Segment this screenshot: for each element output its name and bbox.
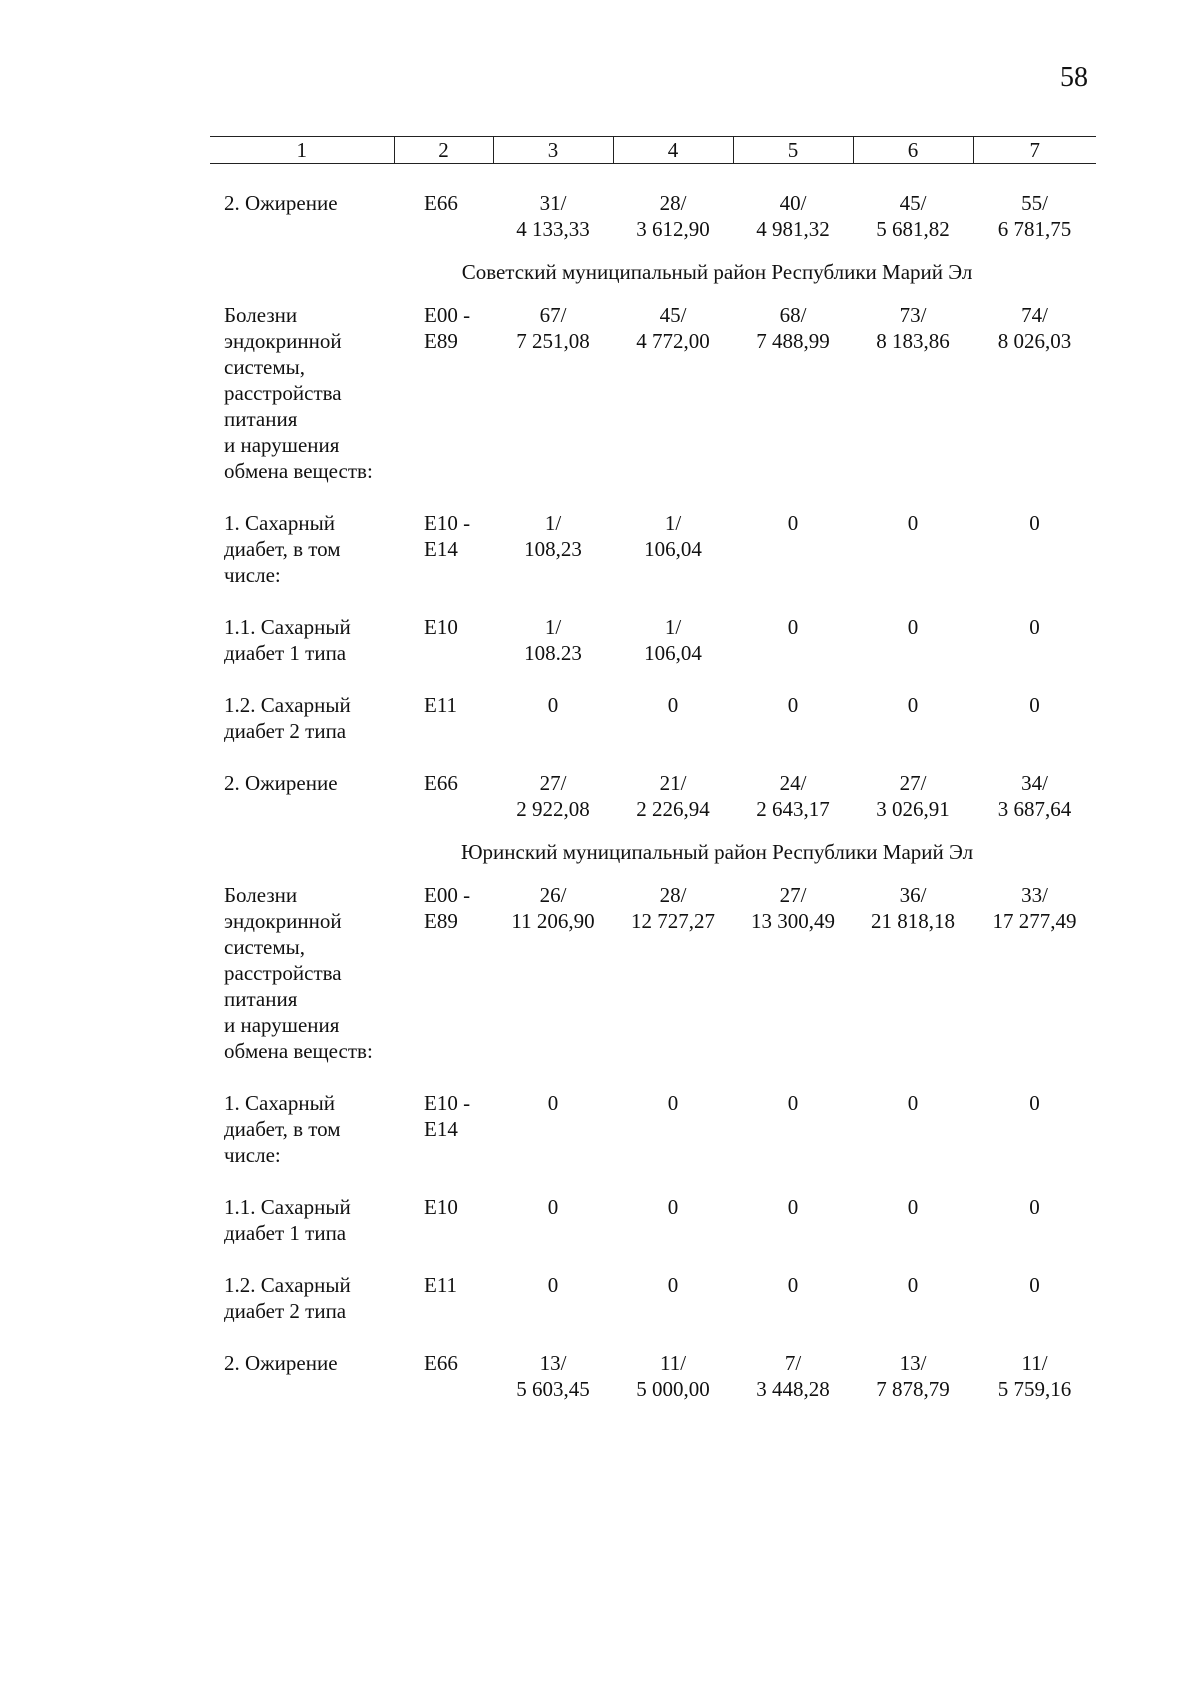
disease-name-cell (210, 302, 394, 484)
page-number: 58 (1060, 62, 1088, 93)
case-count: 11/ (659, 1351, 687, 1375)
rate-value: 2 643,17 (756, 797, 830, 821)
case-count: 27/ (539, 771, 567, 795)
table-row (210, 882, 1096, 1064)
value-cell (973, 770, 1096, 822)
icd-code-cell (394, 1272, 493, 1324)
case-count: 0 (787, 511, 799, 535)
rate-value: 6 781,75 (997, 217, 1072, 241)
case-count: 0 (907, 615, 919, 639)
case-count: 45/ (899, 191, 927, 215)
icd-code-cell (394, 614, 493, 666)
value-cell (493, 190, 613, 242)
case-count: 13/ (539, 1351, 567, 1375)
case-count: 36/ (899, 883, 927, 907)
case-count: 13/ (899, 1351, 927, 1375)
disease-name-line: 1. Сахарный (224, 511, 335, 535)
table-row (210, 1090, 1096, 1168)
rate-value: 3 687,64 (997, 797, 1072, 821)
column-number: 7 (973, 137, 1096, 164)
row-spacer (210, 1246, 1096, 1272)
value-cell (493, 1194, 613, 1246)
case-count: 0 (907, 1195, 919, 1219)
case-count: 68/ (779, 303, 807, 327)
rate-value: 5 759,16 (997, 1377, 1072, 1401)
row-spacer-cell (210, 1064, 1096, 1090)
rate-value: 8 026,03 (997, 329, 1072, 353)
table-row (210, 1194, 1096, 1246)
case-count: 28/ (659, 883, 687, 907)
disease-name-line: числе: (224, 1143, 281, 1167)
value-cell (493, 770, 613, 822)
value-cell (853, 1350, 973, 1402)
row-spacer-cell (210, 484, 1096, 510)
rate-value: 13 300,49 (751, 909, 835, 933)
case-count: 0 (1029, 1273, 1040, 1297)
value-cell (733, 1272, 853, 1324)
value-cell (853, 1272, 973, 1324)
value-cell (613, 510, 733, 588)
rate-value: 108,23 (524, 537, 582, 561)
value-cell (853, 510, 973, 588)
rate-value: 106,04 (644, 641, 702, 665)
disease-name-line: системы, (224, 935, 306, 959)
case-count: 27/ (899, 771, 927, 795)
case-count: 0 (667, 1091, 679, 1115)
disease-name-line: эндокринной (224, 909, 342, 933)
icd-code-line: E14 (424, 537, 458, 561)
case-count: 0 (907, 1273, 919, 1297)
case-count: 26/ (539, 883, 567, 907)
case-count: 28/ (659, 191, 687, 215)
case-count: 0 (907, 693, 919, 717)
case-count: 7/ (784, 1351, 802, 1375)
icd-code-line: E66 (424, 771, 458, 795)
disease-name-cell (210, 1090, 394, 1168)
icd-code-line: E11 (424, 1273, 458, 1297)
icd-code-cell (394, 302, 493, 484)
value-cell (853, 882, 973, 1064)
row-spacer (210, 666, 1096, 692)
disease-name-line: диабет, в том (224, 1117, 341, 1141)
value-cell (853, 614, 973, 666)
icd-code-line: E66 (424, 191, 458, 215)
value-cell (733, 1194, 853, 1246)
value-cell (613, 1090, 733, 1168)
case-count: 0 (667, 1273, 679, 1297)
value-cell (973, 1272, 1096, 1324)
case-count: 0 (907, 1091, 919, 1115)
case-count: 1/ (664, 615, 682, 639)
case-count: 67/ (539, 303, 567, 327)
row-spacer (210, 744, 1096, 770)
district-heading-row (210, 822, 1096, 882)
row-spacer-cell (210, 1324, 1096, 1350)
rate-value: 7 878,79 (876, 1377, 950, 1401)
value-cell (493, 1090, 613, 1168)
icd-code-line: E10 (424, 1195, 458, 1219)
table-row (210, 302, 1096, 484)
disease-name-cell (210, 1272, 394, 1324)
icd-code-line: E66 (424, 1351, 458, 1375)
value-cell (733, 1090, 853, 1168)
rate-value: 11 206,90 (511, 909, 595, 933)
disease-name-line: 1.2. Сахарный (224, 1273, 351, 1297)
rate-value: 108.23 (524, 641, 582, 665)
icd-code-line: E89 (424, 329, 458, 353)
icd-code-line: E14 (424, 1117, 458, 1141)
rate-value: 7 251,08 (516, 329, 590, 353)
row-spacer-cell (210, 666, 1096, 692)
icd-code-cell (394, 510, 493, 588)
case-count: 0 (1029, 693, 1040, 717)
case-count: 1/ (544, 511, 562, 535)
disease-name-line: 1. Сахарный (224, 1091, 335, 1115)
case-count: 74/ (1021, 303, 1048, 327)
value-cell (733, 1350, 853, 1402)
icd-code-line: E00 - (424, 883, 471, 907)
value-cell (853, 1194, 973, 1246)
value-cell (973, 1090, 1096, 1168)
disease-name-line: и нарушения (224, 1013, 340, 1037)
row-spacer-cell (210, 744, 1096, 770)
disease-name-line: 2. Ожирение (224, 1351, 338, 1375)
column-number: 4 (613, 137, 733, 164)
column-number: 3 (493, 137, 613, 164)
case-count: 0 (667, 693, 679, 717)
case-count: 0 (547, 693, 559, 717)
disease-name-cell (210, 190, 394, 242)
icd-code-line: E11 (424, 693, 458, 717)
disease-name-line: обмена веществ: (224, 459, 373, 483)
case-count: 34/ (1021, 771, 1048, 795)
table-row (210, 1272, 1096, 1324)
case-count: 40/ (779, 191, 807, 215)
disease-name-line: эндокринной (224, 329, 342, 353)
value-cell (493, 1350, 613, 1402)
case-count: 0 (787, 615, 799, 639)
rate-value: 4 981,32 (756, 217, 830, 241)
case-count: 0 (787, 1273, 799, 1297)
case-count: 0 (667, 1195, 679, 1219)
icd-code-line: E89 (424, 909, 458, 933)
icd-code-line: E10 - (424, 1091, 471, 1115)
rate-value: 4 772,00 (636, 329, 710, 353)
district-heading: Советский муниципальный район Республики Марий Эл (461, 260, 973, 284)
disease-name-line: диабет 1 типа (224, 641, 347, 665)
case-count: 0 (1029, 1195, 1040, 1219)
disease-name-cell (210, 882, 394, 1064)
rate-value: 3 026,91 (876, 797, 950, 821)
icd-code-line: E10 - (424, 511, 471, 535)
column-number: 5 (733, 137, 853, 164)
disease-name-line: 1.2. Сахарный (224, 693, 351, 717)
value-cell (973, 1350, 1096, 1402)
value-cell (853, 692, 973, 744)
value-cell (613, 190, 733, 242)
value-cell (973, 1194, 1096, 1246)
value-cell (853, 770, 973, 822)
disease-name-line: диабет 2 типа (224, 1299, 347, 1323)
table-row (210, 1350, 1096, 1402)
value-cell (973, 190, 1096, 242)
value-cell (493, 882, 613, 1064)
disease-name-line: расстройства (224, 961, 342, 985)
row-spacer-cell (210, 588, 1096, 614)
value-cell (493, 1272, 613, 1324)
value-cell (853, 1090, 973, 1168)
value-cell (733, 692, 853, 744)
row-spacer (210, 1168, 1096, 1194)
case-count: 0 (907, 511, 919, 535)
icd-code-cell (394, 190, 493, 242)
rate-value: 2 922,08 (516, 797, 590, 821)
row-spacer-cell (210, 1246, 1096, 1272)
value-cell (613, 302, 733, 484)
case-count: 11/ (1021, 1351, 1048, 1375)
value-cell (493, 302, 613, 484)
case-count: 31/ (539, 191, 567, 215)
rate-value: 17 277,49 (992, 909, 1077, 933)
case-count: 0 (1029, 615, 1040, 639)
case-count: 0 (547, 1195, 559, 1219)
rate-value: 4 133,33 (516, 217, 590, 241)
rate-value: 5 000,00 (636, 1377, 710, 1401)
value-cell (973, 692, 1096, 744)
case-count: 0 (787, 1195, 799, 1219)
disease-name-line: обмена веществ: (224, 1039, 373, 1063)
case-count: 1/ (544, 615, 562, 639)
table-row (210, 190, 1096, 242)
value-cell (613, 1350, 733, 1402)
disease-name-line: 1.1. Сахарный (224, 615, 351, 639)
case-count: 45/ (659, 303, 687, 327)
case-count: 73/ (899, 303, 927, 327)
disease-name-line: питания (224, 987, 298, 1011)
case-count: 0 (1029, 1091, 1040, 1115)
icd-code-cell (394, 882, 493, 1064)
value-cell (853, 302, 973, 484)
value-cell (853, 190, 973, 242)
value-cell (733, 614, 853, 666)
column-number-header (210, 136, 1096, 164)
rate-value: 5 603,45 (516, 1377, 590, 1401)
value-cell (973, 510, 1096, 588)
icd-code-cell (394, 692, 493, 744)
case-count: 24/ (779, 771, 807, 795)
value-cell (613, 1194, 733, 1246)
row-spacer (210, 588, 1096, 614)
value-cell (973, 614, 1096, 666)
disease-name-line: 2. Ожирение (224, 771, 338, 795)
rate-value: 2 226,94 (636, 797, 710, 821)
table-row (210, 510, 1096, 588)
district-heading: Юринский муниципальный район Республики Марий Эл (460, 840, 974, 864)
disease-name-cell (210, 1194, 394, 1246)
row-spacer (210, 1324, 1096, 1350)
disease-name-line: Болезни (224, 883, 298, 907)
value-cell (733, 190, 853, 242)
disease-name-cell (210, 510, 394, 588)
value-cell (733, 302, 853, 484)
case-count: 0 (787, 1091, 799, 1115)
disease-name-line: системы, (224, 355, 306, 379)
rate-value: 5 681,82 (876, 217, 950, 241)
value-cell (613, 882, 733, 1064)
case-count: 0 (547, 1091, 559, 1115)
disease-name-line: 2. Ожирение (224, 191, 338, 215)
case-count: 0 (1029, 511, 1040, 535)
disease-name-cell (210, 1350, 394, 1402)
value-cell (613, 770, 733, 822)
row-spacer (210, 484, 1096, 510)
disease-name-cell (210, 770, 394, 822)
disease-name-line: питания (224, 407, 298, 431)
value-cell (613, 614, 733, 666)
case-count: 1/ (664, 511, 682, 535)
disease-name-line: 1.1. Сахарный (224, 1195, 351, 1219)
rate-value: 3 612,90 (636, 217, 710, 241)
value-cell (493, 692, 613, 744)
case-count: 0 (547, 1273, 559, 1297)
disease-name-line: числе: (224, 563, 281, 587)
rate-value: 106,04 (644, 537, 702, 561)
value-cell (493, 614, 613, 666)
icd-code-cell (394, 1090, 493, 1168)
value-cell (733, 770, 853, 822)
disease-name-cell (210, 692, 394, 744)
value-cell (613, 1272, 733, 1324)
icd-code-cell (394, 1194, 493, 1246)
icd-code-cell (394, 1350, 493, 1402)
rate-value: 3 448,28 (756, 1377, 830, 1401)
case-count: 21/ (659, 771, 687, 795)
disease-name-cell (210, 614, 394, 666)
district-heading-row (210, 242, 1096, 302)
value-cell (733, 510, 853, 588)
case-count: 0 (787, 693, 799, 717)
table-row (210, 770, 1096, 822)
column-number: 2 (394, 137, 493, 164)
case-count: 27/ (779, 883, 807, 907)
table-row (210, 692, 1096, 744)
disease-name-line: диабет 1 типа (224, 1221, 347, 1245)
case-count: 55/ (1021, 191, 1048, 215)
icd-code-line: E00 - (424, 303, 471, 327)
disease-name-line: и нарушения (224, 433, 340, 457)
disease-name-line: Болезни (224, 303, 298, 327)
column-number: 6 (853, 137, 973, 164)
column-number: 1 (210, 137, 394, 164)
table-row (210, 614, 1096, 666)
rate-value: 12 727,27 (631, 909, 715, 933)
rate-value: 21 818,18 (871, 909, 955, 933)
row-spacer (210, 1064, 1096, 1090)
disease-name-line: расстройства (224, 381, 342, 405)
disease-statistics-table (210, 190, 1096, 1402)
rate-value: 8 183,86 (876, 329, 950, 353)
icd-code-cell (394, 770, 493, 822)
value-cell (493, 510, 613, 588)
value-cell (973, 302, 1096, 484)
value-cell (613, 692, 733, 744)
rate-value: 7 488,99 (756, 329, 830, 353)
icd-code-line: E10 (424, 615, 458, 639)
case-count: 33/ (1021, 883, 1048, 907)
disease-name-line: диабет, в том (224, 537, 341, 561)
row-spacer-cell (210, 1168, 1096, 1194)
value-cell (733, 882, 853, 1064)
disease-name-line: диабет 2 типа (224, 719, 347, 743)
value-cell (973, 882, 1096, 1064)
